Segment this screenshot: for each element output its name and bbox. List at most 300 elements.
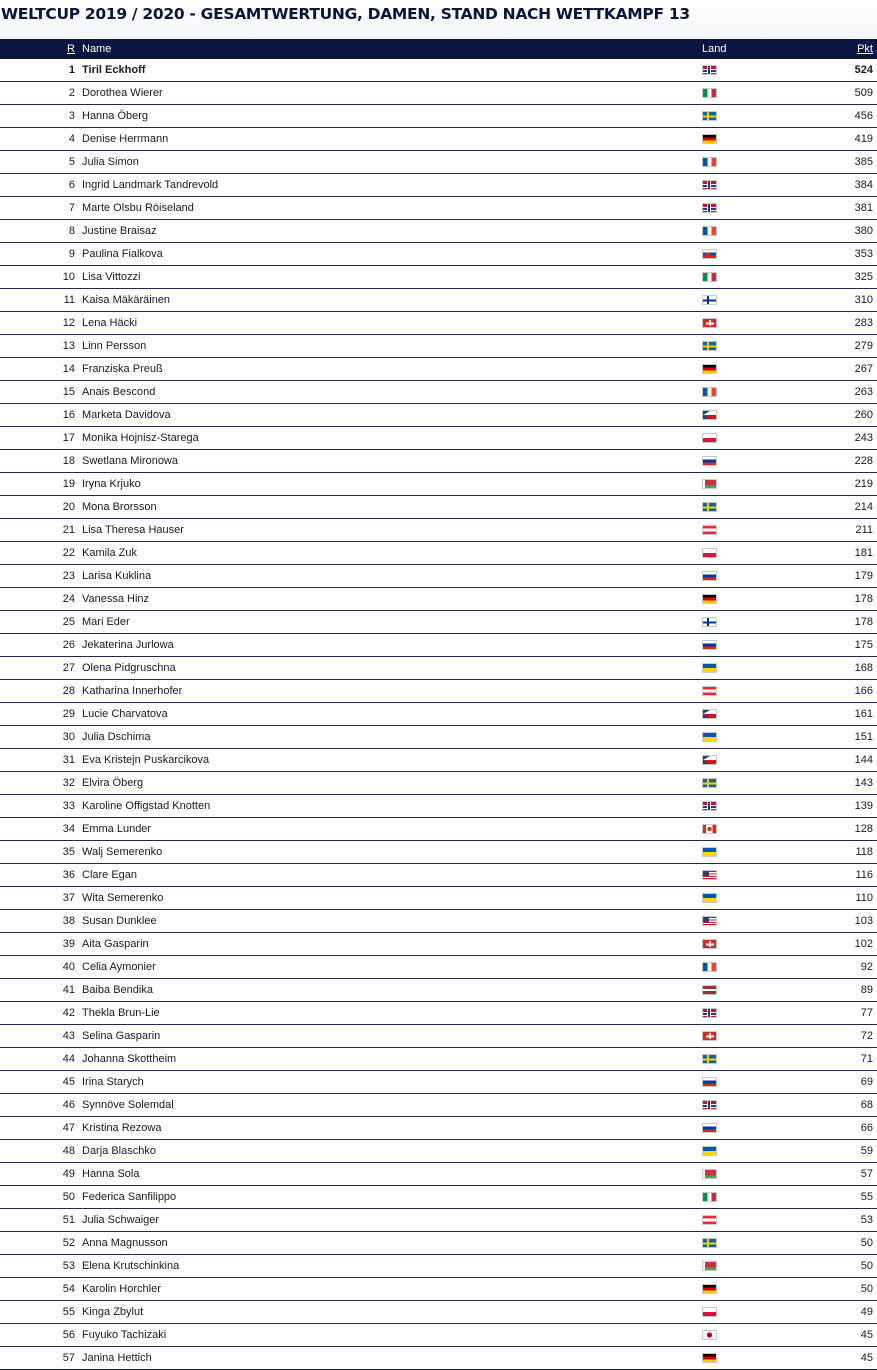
points-cell: 419 [801,128,877,151]
table-row [0,519,877,542]
country-flag-icon [702,732,717,742]
country-flag-icon [702,341,717,351]
rank-cell: 53 [0,1255,82,1278]
table-row [0,1209,877,1232]
athlete-name-cell: Jekaterina Jurlowa [82,634,701,657]
table-row [0,335,877,358]
country-flag-icon [702,1031,717,1041]
points-cell: 175 [801,634,877,657]
rank-cell: 5 [0,151,82,174]
athlete-name-cell: Janina Hettich [82,1347,701,1370]
country-cell [701,1140,801,1163]
country-cell [701,243,801,266]
points-cell: 181 [801,542,877,565]
table-body [0,59,877,1370]
country-cell [701,657,801,680]
points-cell: 144 [801,749,877,772]
country-flag-icon [702,824,717,834]
athlete-name-cell: Mona Brorsson [82,496,701,519]
rank-cell: 44 [0,1048,82,1071]
table-row [0,979,877,1002]
athlete-name-cell: Wita Semerenko [82,887,701,910]
country-cell [701,335,801,358]
country-flag-icon [702,1261,717,1271]
athlete-name-cell: Swetlana Mironowa [82,450,701,473]
rank-cell: 18 [0,450,82,473]
rank-cell: 23 [0,565,82,588]
table-row [0,381,877,404]
header-row [0,39,877,59]
athlete-name-cell: Baiba Bendika [82,979,701,1002]
country-flag-icon [702,663,717,673]
table-row [0,289,877,312]
country-flag-icon [702,594,717,604]
table-row [0,910,877,933]
country-flag-icon [702,134,717,144]
rank-cell: 43 [0,1025,82,1048]
country-cell [701,151,801,174]
athlete-name-cell: Hanna Sola [82,1163,701,1186]
rank-cell: 13 [0,335,82,358]
table-row [0,1301,877,1324]
rank-cell: 27 [0,657,82,680]
rank-cell: 26 [0,634,82,657]
points-cell: 59 [801,1140,877,1163]
country-flag-icon [702,203,717,213]
rank-cell: 51 [0,1209,82,1232]
country-cell [701,404,801,427]
points-cell: 385 [801,151,877,174]
points-cell: 260 [801,404,877,427]
table-row [0,358,877,381]
country-flag-icon [702,709,717,719]
rank-cell: 38 [0,910,82,933]
country-flag-icon [702,88,717,98]
country-cell [701,956,801,979]
country-cell [701,680,801,703]
athlete-name-cell: Kristina Rezowa [82,1117,701,1140]
points-cell: 45 [801,1324,877,1347]
rank-cell: 25 [0,611,82,634]
points-cell: 143 [801,772,877,795]
athlete-name-cell: Aita Gasparin [82,933,701,956]
points-cell: 166 [801,680,877,703]
country-cell [701,795,801,818]
points-cell: 353 [801,243,877,266]
athlete-name-cell: Julia Schwaiger [82,1209,701,1232]
country-flag-icon [702,1100,717,1110]
country-flag-icon [702,939,717,949]
rank-cell: 22 [0,542,82,565]
rank-cell: 40 [0,956,82,979]
rank-cell: 48 [0,1140,82,1163]
table-row [0,1347,877,1370]
country-flag-icon [702,226,717,236]
table-row [0,105,877,128]
athlete-name-cell: Marte Olsbu Röiseland [82,197,701,220]
table-row [0,128,877,151]
table-row [0,542,877,565]
table-row [0,266,877,289]
country-cell [701,266,801,289]
athlete-name-cell: Ingrid Landmark Tandrevold [82,174,701,197]
country-flag-icon [702,916,717,926]
points-cell: 178 [801,588,877,611]
rank-cell: 24 [0,588,82,611]
athlete-name-cell: Justine Braisaz [82,220,701,243]
country-cell [701,979,801,1002]
points-cell: 151 [801,726,877,749]
athlete-name-cell: Anna Magnusson [82,1232,701,1255]
country-cell [701,565,801,588]
points-cell: 89 [801,979,877,1002]
rank-cell: 9 [0,243,82,266]
points-cell: 179 [801,565,877,588]
table-row [0,450,877,473]
rank-cell: 35 [0,841,82,864]
country-flag-icon [702,1146,717,1156]
country-flag-icon [702,502,717,512]
athlete-name-cell: Marketa Davidova [82,404,701,427]
country-cell [701,749,801,772]
country-flag-icon [702,1008,717,1018]
points-cell: 66 [801,1117,877,1140]
rank-cell: 2 [0,82,82,105]
table-row [0,887,877,910]
athlete-name-cell: Clare Egan [82,864,701,887]
country-flag-icon [702,893,717,903]
table-row [0,1232,877,1255]
sort-by-points-header[interactable]: Pkt [857,43,873,55]
athlete-name-cell: Susan Dunklee [82,910,701,933]
rank-cell: 47 [0,1117,82,1140]
country-cell [701,841,801,864]
rank-cell: 57 [0,1347,82,1370]
athlete-name-cell: Vanessa Hinz [82,588,701,611]
country-flag-icon [702,755,717,765]
table-row [0,473,877,496]
country-flag-icon [702,387,717,397]
country-flag-icon [702,870,717,880]
table-row [0,1048,877,1071]
country-flag-icon [702,525,717,535]
athlete-name-cell: Kamila Zuk [82,542,701,565]
table-row [0,59,877,82]
rank-cell: 15 [0,381,82,404]
points-cell: 509 [801,82,877,105]
points-cell: 55 [801,1186,877,1209]
table-row [0,243,877,266]
table-row [0,1255,877,1278]
table-row [0,726,877,749]
table-row [0,220,877,243]
table-row [0,657,877,680]
points-cell: 524 [801,59,877,82]
name-column-header: Name [82,43,112,55]
country-flag-icon [702,640,717,650]
athlete-name-cell: Elvira Öberg [82,772,701,795]
country-flag-icon [702,180,717,190]
table-row [0,1071,877,1094]
table-row [0,818,877,841]
rank-cell: 34 [0,818,82,841]
country-flag-icon [702,364,717,374]
points-cell: 45 [801,1347,877,1370]
athlete-name-cell: Kinga Zbylut [82,1301,701,1324]
rank-cell: 19 [0,473,82,496]
country-flag-icon [702,65,717,75]
athlete-name-cell: Emma Lunder [82,818,701,841]
points-cell: 50 [801,1278,877,1301]
country-cell [701,1002,801,1025]
points-cell: 168 [801,657,877,680]
athlete-name-cell: Fuyuko Tachizaki [82,1324,701,1347]
points-cell: 267 [801,358,877,381]
country-cell [701,1163,801,1186]
table-row [0,404,877,427]
country-cell [701,496,801,519]
country-flag-icon [702,1307,717,1317]
points-cell: 102 [801,933,877,956]
table-row [0,611,877,634]
country-cell [701,1278,801,1301]
rank-cell: 28 [0,680,82,703]
points-cell: 53 [801,1209,877,1232]
table-row [0,749,877,772]
table-row [0,1324,877,1347]
table-row [0,151,877,174]
points-cell: 110 [801,887,877,910]
rank-cell: 21 [0,519,82,542]
country-cell [701,220,801,243]
country-cell [701,450,801,473]
athlete-name-cell: Tiril Eckhoff [82,59,701,82]
country-flag-icon [702,617,717,627]
country-cell [701,1048,801,1071]
standings-table [0,39,877,1370]
athlete-name-cell: Anais Bescond [82,381,701,404]
rank-cell: 7 [0,197,82,220]
points-cell: 228 [801,450,877,473]
country-cell [701,59,801,82]
country-cell [701,312,801,335]
rank-cell: 30 [0,726,82,749]
sort-by-rank-header[interactable]: R [67,43,75,55]
table-row [0,197,877,220]
country-cell [701,105,801,128]
rank-cell: 52 [0,1232,82,1255]
rank-cell: 55 [0,1301,82,1324]
athlete-name-cell: Katharina Innerhofer [82,680,701,703]
points-cell: 381 [801,197,877,220]
athlete-name-cell: Celia Aymonier [82,956,701,979]
table-row [0,680,877,703]
country-flag-icon [702,1054,717,1064]
table-row [0,1186,877,1209]
points-cell: 325 [801,266,877,289]
table-row [0,864,877,887]
country-cell [701,519,801,542]
country-flag-icon [702,962,717,972]
rank-cell: 37 [0,887,82,910]
table-row [0,565,877,588]
country-cell [701,726,801,749]
athlete-name-cell: Federica Sanfilippo [82,1186,701,1209]
rank-cell: 6 [0,174,82,197]
country-cell [701,1071,801,1094]
table-row [0,496,877,519]
points-cell: 69 [801,1071,877,1094]
country-cell [701,197,801,220]
country-cell [701,910,801,933]
rank-cell: 11 [0,289,82,312]
athlete-name-cell: Julia Simon [82,151,701,174]
athlete-name-cell: Darja Blaschko [82,1140,701,1163]
country-column-header: Land [702,43,727,55]
table-row [0,82,877,105]
athlete-name-cell: Lisa Theresa Hauser [82,519,701,542]
athlete-name-cell: Paulina Fialkova [82,243,701,266]
country-flag-icon [702,1123,717,1133]
page-title: WELTCUP 2019 / 2020 - GESAMTWERTUNG, DAMEN, STAND NACH WETTKAMPF 13 [1,5,690,23]
country-cell [701,381,801,404]
country-cell [701,864,801,887]
rank-cell: 36 [0,864,82,887]
athlete-name-cell: Elena Krutschinkina [82,1255,701,1278]
table-row [0,1002,877,1025]
country-cell [701,703,801,726]
rank-cell: 12 [0,312,82,335]
points-cell: 161 [801,703,877,726]
country-cell [701,427,801,450]
table-row [0,1025,877,1048]
rank-cell: 31 [0,749,82,772]
points-cell: 49 [801,1301,877,1324]
athlete-name-cell: Synnöve Solemdal [82,1094,701,1117]
points-cell: 178 [801,611,877,634]
rank-cell: 50 [0,1186,82,1209]
table-row [0,956,877,979]
rank-cell: 49 [0,1163,82,1186]
points-cell: 283 [801,312,877,335]
rank-cell: 14 [0,358,82,381]
athlete-name-cell: Eva Kristejn Puskarcikova [82,749,701,772]
country-flag-icon [702,157,717,167]
rank-cell: 45 [0,1071,82,1094]
country-flag-icon [702,318,717,328]
country-cell [701,588,801,611]
points-cell: 92 [801,956,877,979]
country-cell [701,634,801,657]
athlete-name-cell: Irina Starych [82,1071,701,1094]
rank-cell: 10 [0,266,82,289]
rank-cell: 39 [0,933,82,956]
points-cell: 214 [801,496,877,519]
country-cell [701,542,801,565]
points-cell: 456 [801,105,877,128]
points-cell: 50 [801,1232,877,1255]
rank-cell: 20 [0,496,82,519]
points-cell: 77 [801,1002,877,1025]
country-cell [701,1301,801,1324]
country-flag-icon [702,433,717,443]
rank-cell: 46 [0,1094,82,1117]
country-flag-icon [702,1077,717,1087]
athlete-name-cell: Selina Gasparin [82,1025,701,1048]
points-cell: 118 [801,841,877,864]
country-cell [701,473,801,496]
athlete-name-cell: Thekla Brun-Lie [82,1002,701,1025]
rank-cell: 41 [0,979,82,1002]
country-flag-icon [702,456,717,466]
rank-cell: 54 [0,1278,82,1301]
rank-cell: 4 [0,128,82,151]
table-row [0,634,877,657]
table-row [0,1140,877,1163]
athlete-name-cell: Franziska Preuß [82,358,701,381]
points-cell: 279 [801,335,877,358]
athlete-name-cell: Linn Persson [82,335,701,358]
table-header [0,39,877,59]
athlete-name-cell: Lena Häcki [82,312,701,335]
athlete-name-cell: Dorothea Wierer [82,82,701,105]
country-flag-icon [702,1169,717,1179]
country-cell [701,358,801,381]
country-flag-icon [702,1284,717,1294]
table-row [0,1278,877,1301]
country-flag-icon [702,249,717,259]
athlete-name-cell: Olena Pidgruschna [82,657,701,680]
table-row [0,795,877,818]
rank-cell: 33 [0,795,82,818]
country-flag-icon [702,295,717,305]
country-flag-icon [702,847,717,857]
points-cell: 57 [801,1163,877,1186]
table-row [0,933,877,956]
points-cell: 71 [801,1048,877,1071]
table-row [0,772,877,795]
athlete-name-cell: Johanna Skottheim [82,1048,701,1071]
country-cell [701,818,801,841]
athlete-name-cell: Walj Semerenko [82,841,701,864]
country-flag-icon [702,1192,717,1202]
points-cell: 50 [801,1255,877,1278]
country-flag-icon [702,571,717,581]
country-cell [701,1232,801,1255]
points-cell: 219 [801,473,877,496]
points-cell: 68 [801,1094,877,1117]
country-cell [701,1025,801,1048]
country-flag-icon [702,778,717,788]
athlete-name-cell: Mari Eder [82,611,701,634]
points-cell: 380 [801,220,877,243]
points-cell: 243 [801,427,877,450]
rank-cell: 17 [0,427,82,450]
rank-cell: 42 [0,1002,82,1025]
table-row [0,1117,877,1140]
country-cell [701,887,801,910]
country-cell [701,289,801,312]
points-cell: 72 [801,1025,877,1048]
table-row [0,174,877,197]
country-cell [701,1094,801,1117]
title-bar [0,0,877,39]
points-cell: 116 [801,864,877,887]
country-cell [701,1255,801,1278]
country-cell [701,1186,801,1209]
rank-cell: 1 [0,59,82,82]
country-flag-icon [702,111,717,121]
